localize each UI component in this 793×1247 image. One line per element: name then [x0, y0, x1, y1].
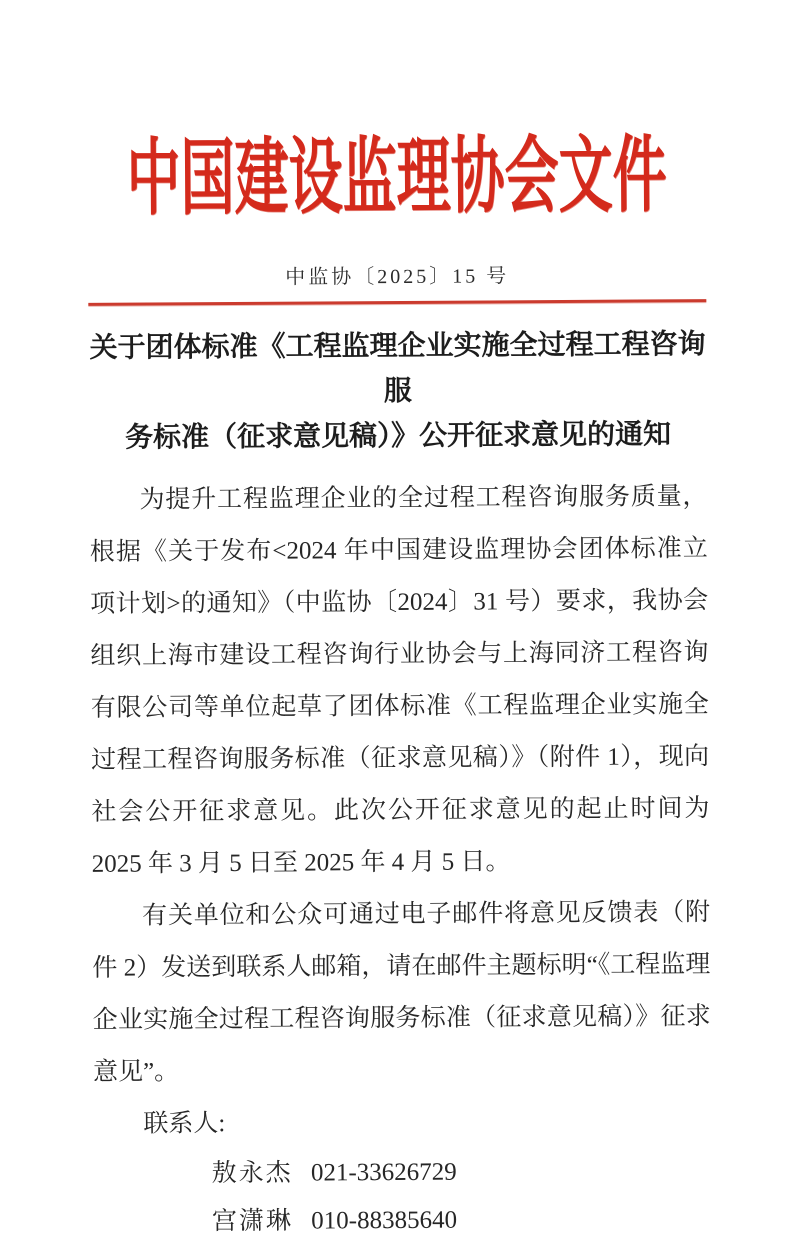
- document-body: [89, 471, 712, 1247]
- notice-title: [88, 322, 707, 461]
- contact-name: 宫潇琳: [211, 1207, 294, 1236]
- letterhead-title: 中国建设监理协会文件: [126, 128, 667, 226]
- contact-row: [94, 1147, 712, 1199]
- contact-row: [94, 1195, 712, 1247]
- contact-name: 敖永杰: [211, 1159, 293, 1188]
- body-paragraph-2: 有关单位和公众可通过电子邮件将意见反馈表（附件 2）发送到联系人邮箱，请在邮件主题标明“《工程监理企业实施全过程工程咨询服务标准（征求意见稿）》征求意见”。: [92, 899, 711, 1086]
- letterhead: [87, 120, 706, 226]
- contact-phone: 010-88385640: [311, 1206, 458, 1235]
- red-separator-line: [88, 299, 706, 306]
- document-number: 中监协〔2025〕15 号: [285, 265, 510, 289]
- contact-phone: 021-33626729: [310, 1158, 457, 1187]
- document-content: [86, 0, 712, 1247]
- contact-label: 联系人:: [143, 1110, 226, 1138]
- body-paragraph-1: 为提升工程监理企业的全过程工程咨询服务质量，根据《关于发布<2024 年中国建设监理协会团体标准立项计划>的通知》（中监协〔2024〕31 号）要求，我协会组织上海市建设工程咨询行业协会与上海同济工程咨询有限公司等单位起草了团体标准《工程监理企业实施全过程工程咨询服务标准（征求意见稿）》（附件 1），现向社会公开征求意见。此次公开征求意见的起止时间为 2025 年 3 月 5 日至 2025 年 4 月 5 日。: [89, 483, 710, 878]
- notice-title-line-2: 务标准（征求意见稿）》公开征求意见的通知: [125, 419, 672, 454]
- notice-title-line-1: 关于团体标准《工程监理企业实施全过程工程咨询服: [89, 329, 706, 408]
